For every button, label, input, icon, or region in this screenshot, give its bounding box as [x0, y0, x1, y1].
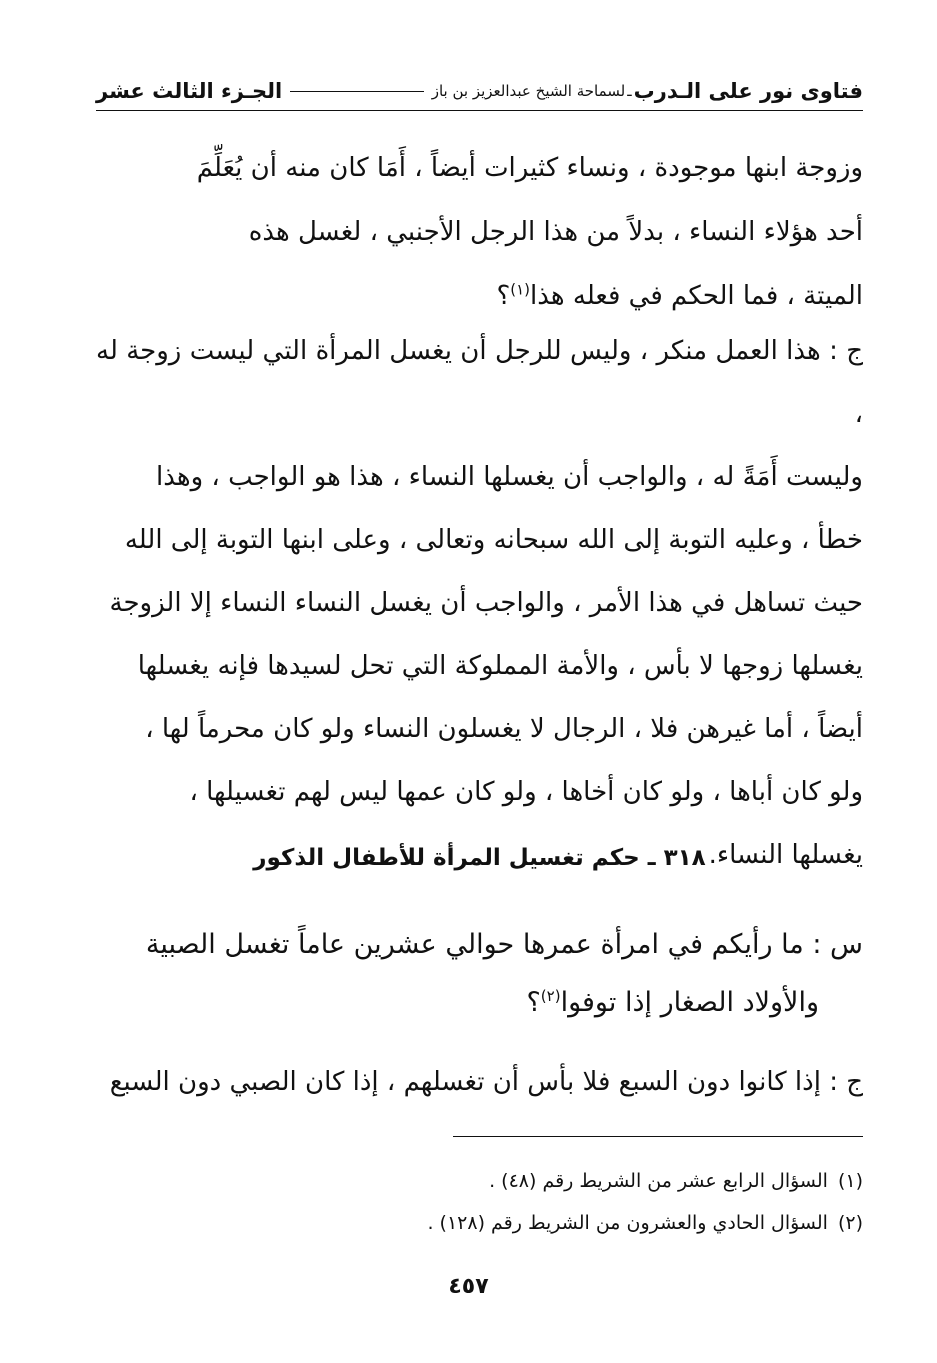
volume-label: الجـزء الثالث عشر	[96, 79, 283, 103]
text-line: حيث تساهل في هذا الأمر ، والواجب أن يغسل النساء النساء إلا الزوجة	[109, 588, 863, 618]
header-inline-rule	[290, 91, 423, 92]
question-1-continuation	[96, 136, 863, 328]
question-mark: ؟	[526, 987, 541, 1018]
section-heading: ٣١٨ ـ حكم تغسيل المرأة للأطفال الذكور	[253, 845, 706, 871]
footnote-item	[96, 1202, 863, 1244]
text-line: ج : إذا كانوا دون السبع فلا بأس أن تغسلهم ، إذا كان الصبي دون السبع	[109, 1067, 863, 1097]
text-line-content: الميتة ، فما الحكم في فعله هذا	[530, 281, 863, 311]
running-header	[96, 74, 863, 108]
text-line: أحد هؤلاء النساء ، بدلاً من هذا الرجل الأجنبي ، لغسل هذه	[248, 217, 863, 247]
text-line: ج : هذا العمل منكر ، وليس للرجل أن يغسل المرأة التي ليست زوجة له ،	[96, 336, 863, 429]
page-number: ٤٥٧	[448, 1274, 489, 1299]
footnote-text: السؤال الرابع عشر من الشريط رقم (٤٨) .	[489, 1170, 828, 1192]
text-line: وليست أَمَةً له ، والواجب أن يغسلها النساء ، هذا هو الواجب ، وهذا	[156, 462, 863, 492]
header-divider	[96, 110, 863, 111]
text-line: س : ما رأيكم في امرأة عمرها حوالي عشرين عاماً تغسل الصبية	[145, 929, 863, 960]
header-title-group	[432, 79, 863, 103]
footnote-number: (٢)	[837, 1212, 863, 1234]
answer-2	[96, 1052, 863, 1112]
footnotes	[96, 1160, 863, 1244]
text-line-content: والأولاد الصغار إذا توفوا	[560, 987, 819, 1018]
text-line: ولو كان أباها ، ولو كان أخاها ، ولو كان عمها ليس لهم تغسيلها ،	[189, 777, 863, 807]
text-line	[96, 974, 863, 1032]
text-line: خطأ ، وعليه التوبة إلى الله سبحانه وتعالى ، وعلى ابنها التوبة إلى الله	[124, 525, 863, 555]
footnote-item	[96, 1160, 863, 1202]
question-mark: ؟	[496, 281, 511, 311]
author-name: لسماحة الشيخ عبدالعزيز بن باز	[431, 82, 626, 100]
text-line: وزوجة ابنها موجودة ، ونساء كثيرات أيضاً ، أَمَا كان منه أن يُعَلِّمَ	[196, 153, 863, 183]
footnote-text: السؤال الحادي والعشرون من الشريط رقم (١٢٨) .	[427, 1212, 828, 1234]
footnote-ref-1: (١)	[510, 280, 531, 299]
footnote-number: (١)	[837, 1170, 863, 1192]
text-line: يغسلها زوجها لا بأس ، والأمة المملوكة التي تحل لسيدها فإنه يغسلها	[137, 651, 863, 681]
footnote-ref-2: (٢)	[540, 987, 561, 1005]
text-line: أيضاً ، أما غيرهن فلا ، الرجال لا يغسلون النساء ولو كان محرماً لها ،	[145, 714, 863, 744]
book-title: فتاوى نور على الـدرب	[633, 79, 863, 103]
text-line	[96, 264, 863, 328]
question-2	[96, 916, 863, 1032]
answer-1	[96, 320, 863, 887]
footnote-divider	[453, 1136, 863, 1137]
header-dash: ـ	[627, 82, 632, 100]
text-line: يغسلها النساء.	[708, 840, 863, 870]
